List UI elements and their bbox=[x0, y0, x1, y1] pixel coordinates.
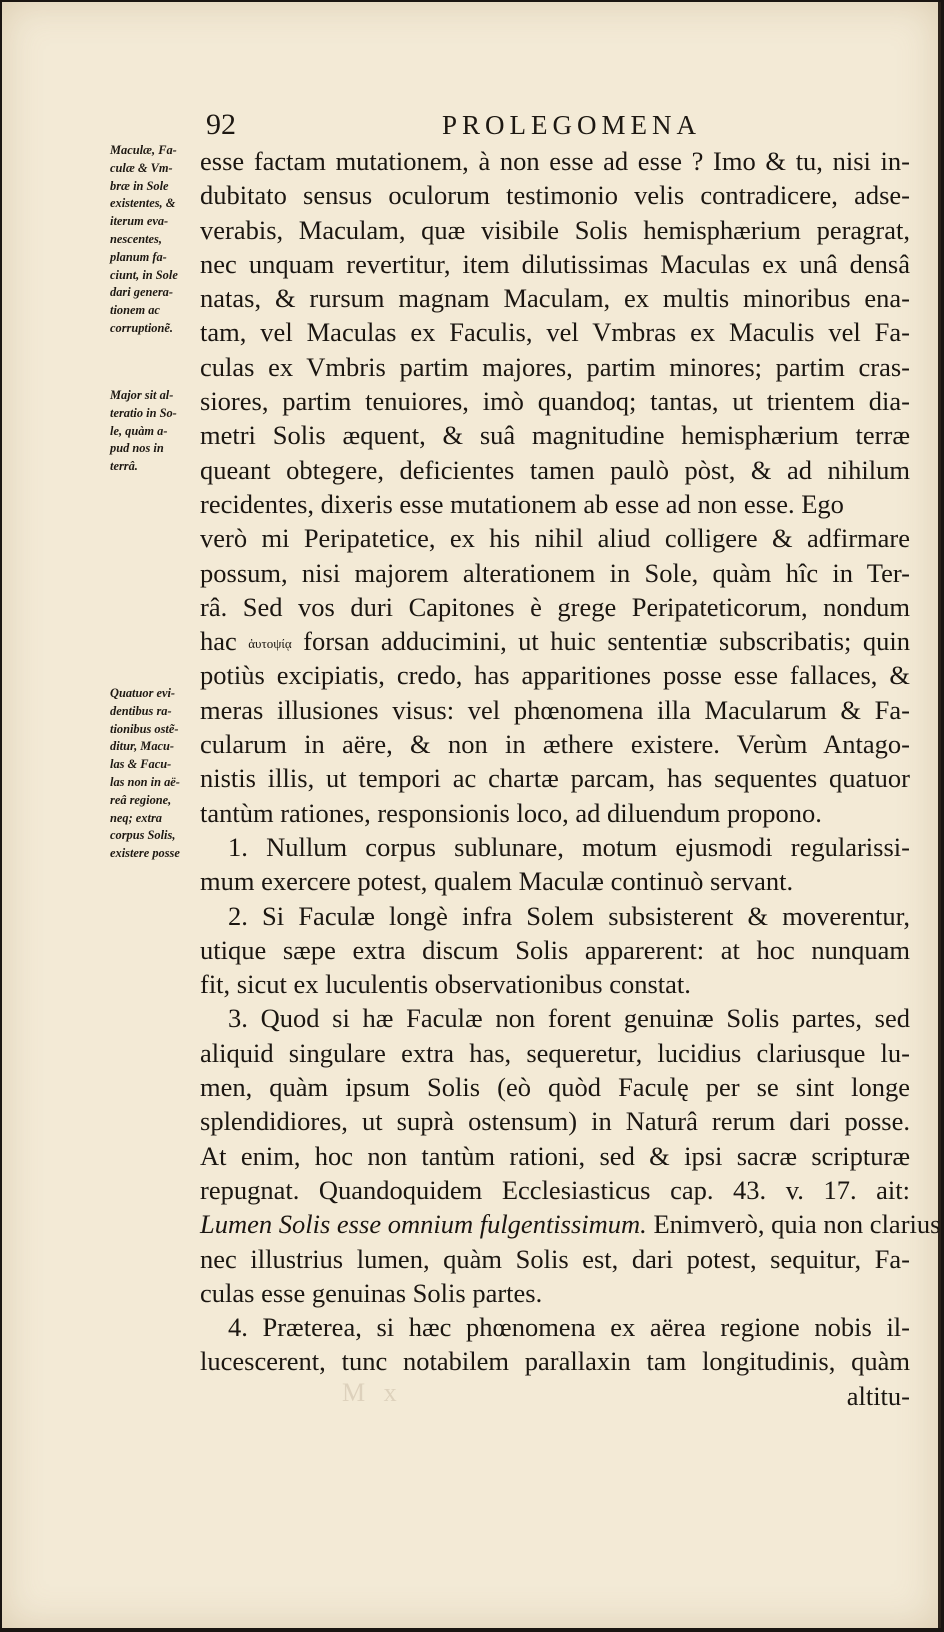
margin-note-line: reâ regione, bbox=[110, 792, 172, 807]
book-page bbox=[2, 2, 941, 1628]
margin-note-line: terrâ. bbox=[110, 459, 138, 474]
greek-word: ἀυτοψίᾳ bbox=[248, 635, 292, 651]
text-line: mum exercere potest, qualem Maculæ continuò servant. bbox=[200, 866, 794, 897]
margin-note bbox=[110, 685, 205, 863]
text-line: natas, & rursum magnam Maculam, ex multis minoribus ena- bbox=[200, 283, 910, 314]
scripture-quote: Lumen Solis esse omnium fulgentissimum. bbox=[200, 1209, 647, 1240]
margin-note-line: Quatuor evi- bbox=[110, 686, 176, 700]
text-line: tantùm rationes, responsionis loco, ad diluendum propono. bbox=[200, 797, 822, 828]
margin-note bbox=[110, 142, 205, 338]
margin-note-line: tionem ac bbox=[110, 303, 160, 318]
margin-note-line: dari genera- bbox=[110, 285, 173, 300]
text-line: 2. Si Faculæ longè infra Solem subsisterent & moverentur, bbox=[228, 900, 910, 931]
text-line: meras illusiones visus: vel phœnomena illa Macularum & Fa- bbox=[200, 694, 910, 725]
margin-note-line: tionibus ostẽ- bbox=[110, 721, 179, 736]
margin-note-line: las & Facu- bbox=[110, 757, 172, 772]
margin-note-line: corruptionẽ. bbox=[110, 320, 173, 335]
text-line: 3. Quod si hæ Faculæ non forent genuinæ Solis partes, sed bbox=[228, 1003, 910, 1034]
text-line: râ. Sed vos duri Capitones è grege Peripateticorum, nondum bbox=[200, 591, 910, 622]
text-line: potiùs excipiatis, credo, has apparitiones posse esse fallaces, & bbox=[200, 660, 910, 691]
text-line: siores, partim tenuiores, imò quandoq; tantas, ut trientem dia- bbox=[200, 386, 910, 417]
text-line: queant obtegere, deficientes tamen paulò pòst, & ad nihilum bbox=[200, 454, 910, 485]
text-line: hac ἀυτοψίᾳ forsan adducimini, ut huic sententiæ subscribatis; quin bbox=[200, 626, 910, 657]
text-line: tam, vel Maculas ex Faculis, vel Vmbras ex Maculis vel Fa- bbox=[200, 317, 910, 348]
text-line: nec illustrius lumen, quàm Solis est, dari potest, sequitur, Fa- bbox=[200, 1243, 910, 1274]
text-line: recidentes, dixeris esse mutationem ab esse ad non esse. Ego bbox=[200, 488, 844, 519]
text-line: culas esse genuinas Solis partes. bbox=[200, 1277, 543, 1308]
text-line: Lumen Solis esse omnium fulgentissimum. Enimverò, quia non clarius bbox=[200, 1209, 941, 1240]
running-title: PROLEGOMENA bbox=[442, 110, 702, 140]
text-line: 1. Nullum corpus sublunare, motum ejusmodi regularissi- bbox=[228, 831, 910, 862]
text-line: culas ex Vmbris partim majores, partim minores; partim cras- bbox=[200, 351, 910, 382]
text-line: nec unquam revertitur, item dilutissimas Maculas ex unâ densâ bbox=[200, 248, 910, 279]
margin-note-line: existere posse bbox=[110, 846, 180, 861]
text-line: nistis illis, ut tempori ac chartæ parcam, has sequentes quatuor bbox=[200, 763, 910, 794]
margin-note-line: existentes, & bbox=[110, 196, 176, 211]
margin-note-line: ditur, Macu- bbox=[110, 739, 175, 754]
text-line: lucescerent, tunc notabilem parallaxin tam longitudinis, quàm bbox=[200, 1346, 910, 1377]
show-through-text: M x bbox=[342, 1378, 403, 1407]
margin-note-line: nescentes, bbox=[110, 231, 162, 246]
margin-note-line: corpus Solis, bbox=[110, 828, 176, 843]
margin-note-line: iterum eva- bbox=[110, 214, 169, 229]
text-line: metri Solis æquent, & suâ magnitudine hemisphærium terræ bbox=[200, 420, 910, 451]
text-line: aliquid singulare extra has, sequeretur, lucidius clariusque lu- bbox=[200, 1037, 910, 1068]
text-line: esse factam mutationem, à non esse ad esse ? Imo & tu, nisi in- bbox=[200, 146, 910, 176]
text-line: 4. Præterea, si hæc phœnomena ex aërea regione nobis il- bbox=[228, 1312, 910, 1343]
margin-note-line: Maculæ, Fa- bbox=[110, 143, 177, 157]
text-line: men, quàm ipsum Solis (eò quòd Faculę per se sint longe bbox=[200, 1072, 910, 1103]
margin-note-line: ciunt, in Sole bbox=[110, 267, 178, 282]
margin-note-line: bræ in Sole bbox=[110, 178, 169, 193]
text-line: cularum in aëre, & non in æthere existere. Verùm Antago- bbox=[200, 729, 910, 760]
text-line: verabis, Maculam, quæ visibile Solis hemisphærium peragrat, bbox=[200, 214, 910, 245]
margin-note bbox=[110, 387, 205, 476]
text-line: verò mi Peripatetice, ex his nihil aliud colligere & adfirmare bbox=[200, 523, 910, 554]
text-line: splendidiores, ut suprà ostensum) in Naturâ rerum dari posse. bbox=[200, 1106, 910, 1137]
body-text bbox=[200, 144, 941, 1413]
page-number: 92 bbox=[206, 108, 236, 141]
margin-note-line: neq; extra bbox=[110, 810, 162, 825]
margin-note-line: le, quàm a- bbox=[110, 423, 168, 438]
margin-note-line: teratio in So- bbox=[110, 405, 177, 420]
text-line: utique sæpe extra discum Solis apparerent: at hoc nunquam bbox=[200, 934, 910, 965]
margin-note-line: planum fa- bbox=[110, 249, 167, 264]
margin-note-line: pud nos in bbox=[110, 441, 164, 456]
margin-note-line: dentibus ra- bbox=[110, 703, 172, 718]
text-line: At enim, hoc non tantùm rationi, sed & ipsi sacræ scripturæ bbox=[200, 1140, 910, 1171]
text-line: possum, nisi majorem alterationem in Sole, quàm hîc in Ter- bbox=[200, 557, 910, 588]
text-line: repugnat. Quandoquidem Ecclesiasticus cap. 43. v. 17. ait: bbox=[200, 1174, 910, 1205]
text-line: fit, sicut ex luculentis observationibus constat. bbox=[200, 969, 691, 1000]
margin-note-line: las non in aë- bbox=[110, 774, 180, 789]
margin-note-line: culæ & Vm- bbox=[110, 160, 173, 175]
text-line: dubitato sensus oculorum testimonio velis contradicere, adse- bbox=[200, 180, 910, 211]
margin-note-line: Major sit al- bbox=[110, 388, 174, 402]
text-line: altitu- bbox=[846, 1380, 910, 1411]
